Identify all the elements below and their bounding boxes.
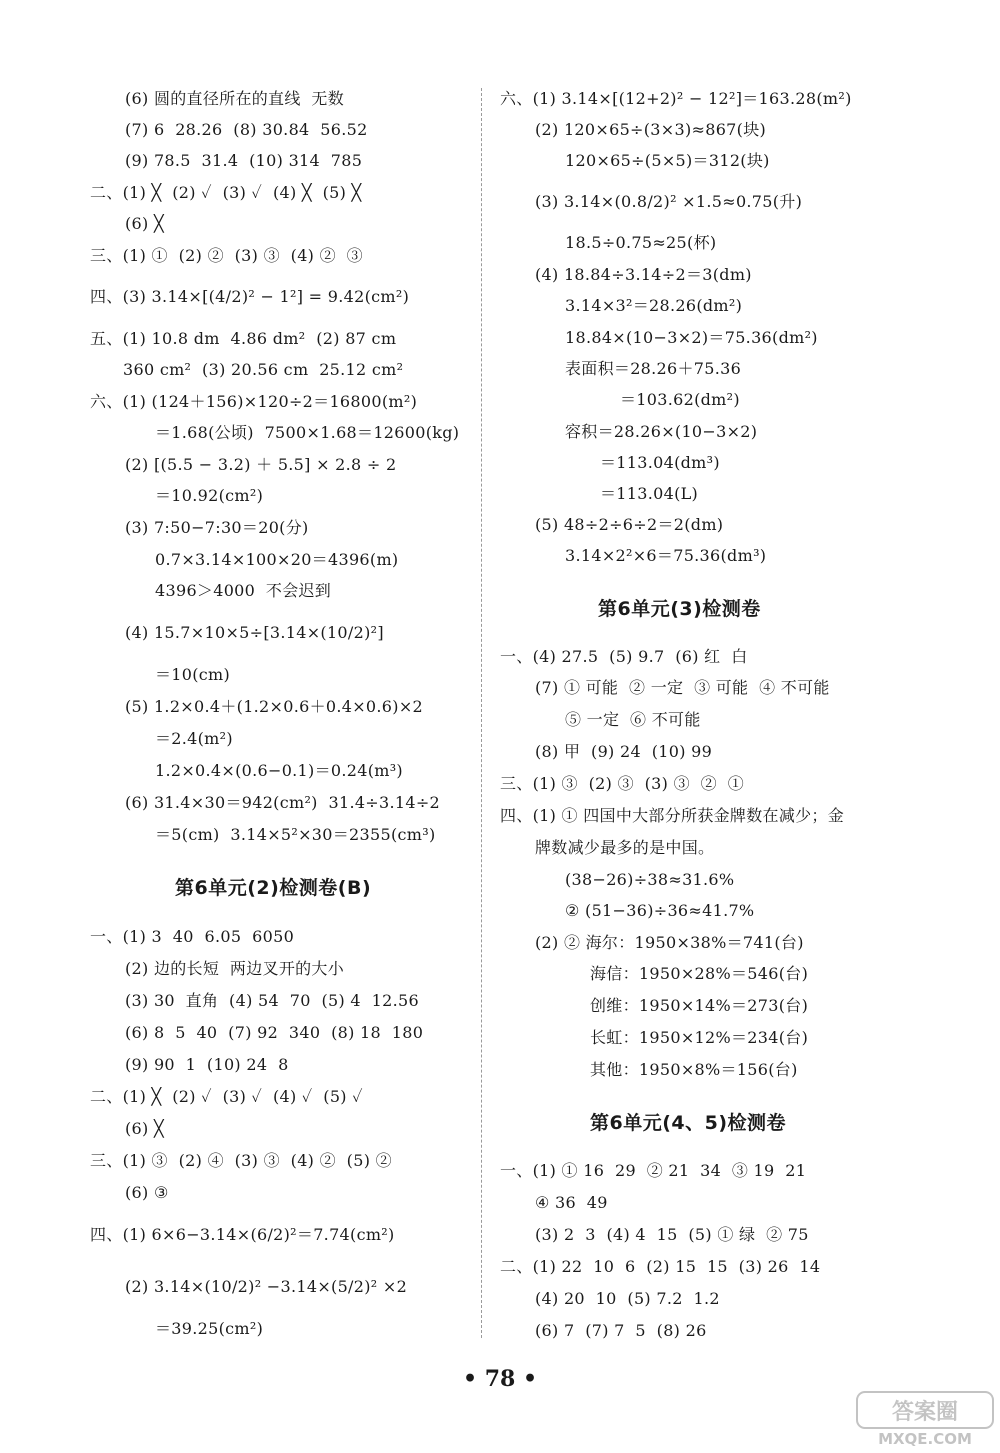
text-line: 表面积＝28.26＋75.36 [565,359,742,378]
text-line: 二、(1) 22 10 6 (2) 15 15 (3) 26 14 [500,1257,821,1276]
text-line: (9) 78.5 31.4 (10) 314 785 [125,151,363,170]
text-line: ⑤ 一定 ⑥ 不可能 [565,710,701,729]
text-line: (4) 18.84÷3.14÷2＝3(dm) [535,265,752,284]
text-line: 一、(1) 3 40 6.05 6050 [90,927,295,946]
text-line: 容积＝28.26×(10−3×2) [565,422,758,441]
text-line: 360 cm² (3) 20.56 cm 25.12 cm² [123,360,404,379]
text-line: 3.14×3²＝28.26(dm²) [565,296,743,315]
text-line: 4396＞4000 不会迟到 [155,581,332,600]
text-line: 五、(1) 10.8 dm 4.86 dm² (2) 87 cm [90,329,397,348]
text-line: 创维：1950×14%＝273(台) [590,996,809,1015]
text-line: 四、(1) ① 四国中大部分所获金牌数在减少；金 [500,806,845,825]
section-heading: 第6单元(3)检测卷 [598,598,761,620]
text-line: (2) ② 海尔：1950×38%＝741(台) [535,933,804,952]
text-line: 120×65÷(5×5)＝312(块) [565,151,770,170]
text-line: 海信：1950×28%＝546(台) [590,964,809,983]
text-line: (38−26)÷38≈31.6% [565,870,735,889]
text-line: (6) 8 5 40 (7) 92 340 (8) 18 180 [125,1023,424,1042]
text-line: (3) 3.14×(0.8/2)² ×1.5≈0.75(升) [535,192,803,211]
watermark-cn: 答案圈 [891,1400,959,1425]
text-line: (2) 边的长短 两边叉开的大小 [125,959,345,978]
text-line: ＝113.04(dm³) [600,453,720,472]
text-line: ＝10.92(cm²) [155,486,264,505]
text-line: ＝103.62(dm²) [620,390,740,409]
text-line: (8) 甲 (9) 24 (10) 99 [535,742,713,761]
text-line: 三、(1) ① (2) ② (3) ③ (4) ② ③ [90,246,363,265]
text-line: 四、(1) 6×6−3.14×(6/2)²＝7.74(cm²) [90,1225,395,1244]
text-line: 四、(3) 3.14×[(4/2)² − 1²] = 9.42(cm²) [90,287,410,306]
text-line: (3) 2 3 (4) 4 15 (5) ① 绿 ② 75 [535,1225,809,1244]
text-line: (2) [(5.5 − 3.2) ＋ 5.5] × 2.8 ÷ 2 [125,455,397,474]
text-line: 一、(4) 27.5 (5) 9.7 (6) 红 白 [500,647,748,666]
text-line: (6) 31.4×30＝942(cm²) 31.4÷3.14÷2 [125,793,441,812]
text-line: 三、(1) ③ (2) ③ (3) ③ ② ① [500,774,745,793]
text-line: ＝113.04(L) [600,484,699,503]
page-number: • 78 • [462,1366,538,1392]
text-line: (6) ╳ [125,1119,164,1138]
text-line: (6) ③ [125,1183,169,1202]
watermark-en: MXQE.COM [878,1430,972,1448]
text-line: 三、(1) ③ (2) ④ (3) ③ (4) ② (5) ② [90,1151,392,1170]
section-heading: 第6单元(4、5)检测卷 [590,1112,787,1134]
text-line: 一、(1) ① 16 29 ② 21 34 ③ 19 21 [500,1161,807,1180]
text-line: 其他：1950×8%＝156(台) [590,1060,798,1079]
text-line: (3) 30 直角 (4) 54 70 (5) 4 12.56 [125,991,419,1010]
text-line: (6) 圆的直径所在的直线 无数 [125,89,345,108]
watermark-logo [855,1390,995,1448]
text-line: ＝10(cm) [155,665,231,684]
text-line: (7) ① 可能 ② 一定 ③ 可能 ④ 不可能 [535,678,830,697]
text-line: (2) 120×65÷(3×3)≈867(块) [535,120,767,139]
text-line: (6) 7 (7) 7 5 (8) 26 [535,1321,707,1340]
column-divider [481,88,482,1338]
text-line: (5) 48÷2÷6÷2＝2(dm) [535,515,724,534]
text-line: (9) 90 1 (10) 24 8 [125,1055,289,1074]
text-line: (7) 6 28.26 (8) 30.84 56.52 [125,120,368,139]
text-line: (4) 20 10 (5) 7.2 1.2 [535,1289,720,1308]
text-line: (4) 15.7×10×5÷[3.14×(10/2)²] [125,623,384,642]
text-line: ＝1.68(公顷) 7500×1.68＝12600(kg) [155,423,460,442]
text-line: (5) 1.2×0.4＋(1.2×0.6＋0.4×0.6)×2 [125,697,424,716]
text-line: 3.14×2²×6＝75.36(dm³) [565,546,767,565]
text-line: 六、(1) (124＋156)×120÷2＝16800(m²) [90,392,418,411]
text-line: 1.2×0.4×(0.6−0.1)＝0.24(m³) [155,761,403,780]
text-line: ＝39.25(cm²) [155,1319,264,1338]
text-line: 18.5÷0.75≈25(杯) [565,233,717,252]
text-line: 长虹：1950×12%＝234(台) [590,1028,809,1047]
text-line: ④ 36 49 [535,1193,608,1212]
text-line: 二、(1) ╳ (2) ✓ (3) ✓ (4) ╳ (5) ╳ [90,183,362,202]
text-line: 牌数减少最多的是中国。 [535,838,715,857]
text-line: ＝2.4(m²) [155,729,233,748]
text-line: 六、(1) 3.14×[(12+2)² − 12²]＝163.28(m²) [500,89,852,108]
text-line: ② (51−36)÷36≈41.7% [565,901,755,920]
text-line: 18.84×(10−3×2)＝75.36(dm²) [565,328,818,347]
text-line: 0.7×3.14×100×20＝4396(m) [155,550,399,569]
text-line: ＝5(cm) 3.14×5²×30＝2355(cm³) [155,825,436,844]
text-line: (2) 3.14×(10/2)² −3.14×(5/2)² ×2 [125,1277,408,1296]
text-line: 二、(1) ╳ (2) ✓ (3) ✓ (4) ✓ (5) ✓ [90,1087,363,1106]
text-line: (6) ╳ [125,214,164,233]
text-line: (3) 7:50−7:30＝20(分) [125,518,309,537]
section-heading: 第6单元(2)检测卷(B) [175,877,372,899]
